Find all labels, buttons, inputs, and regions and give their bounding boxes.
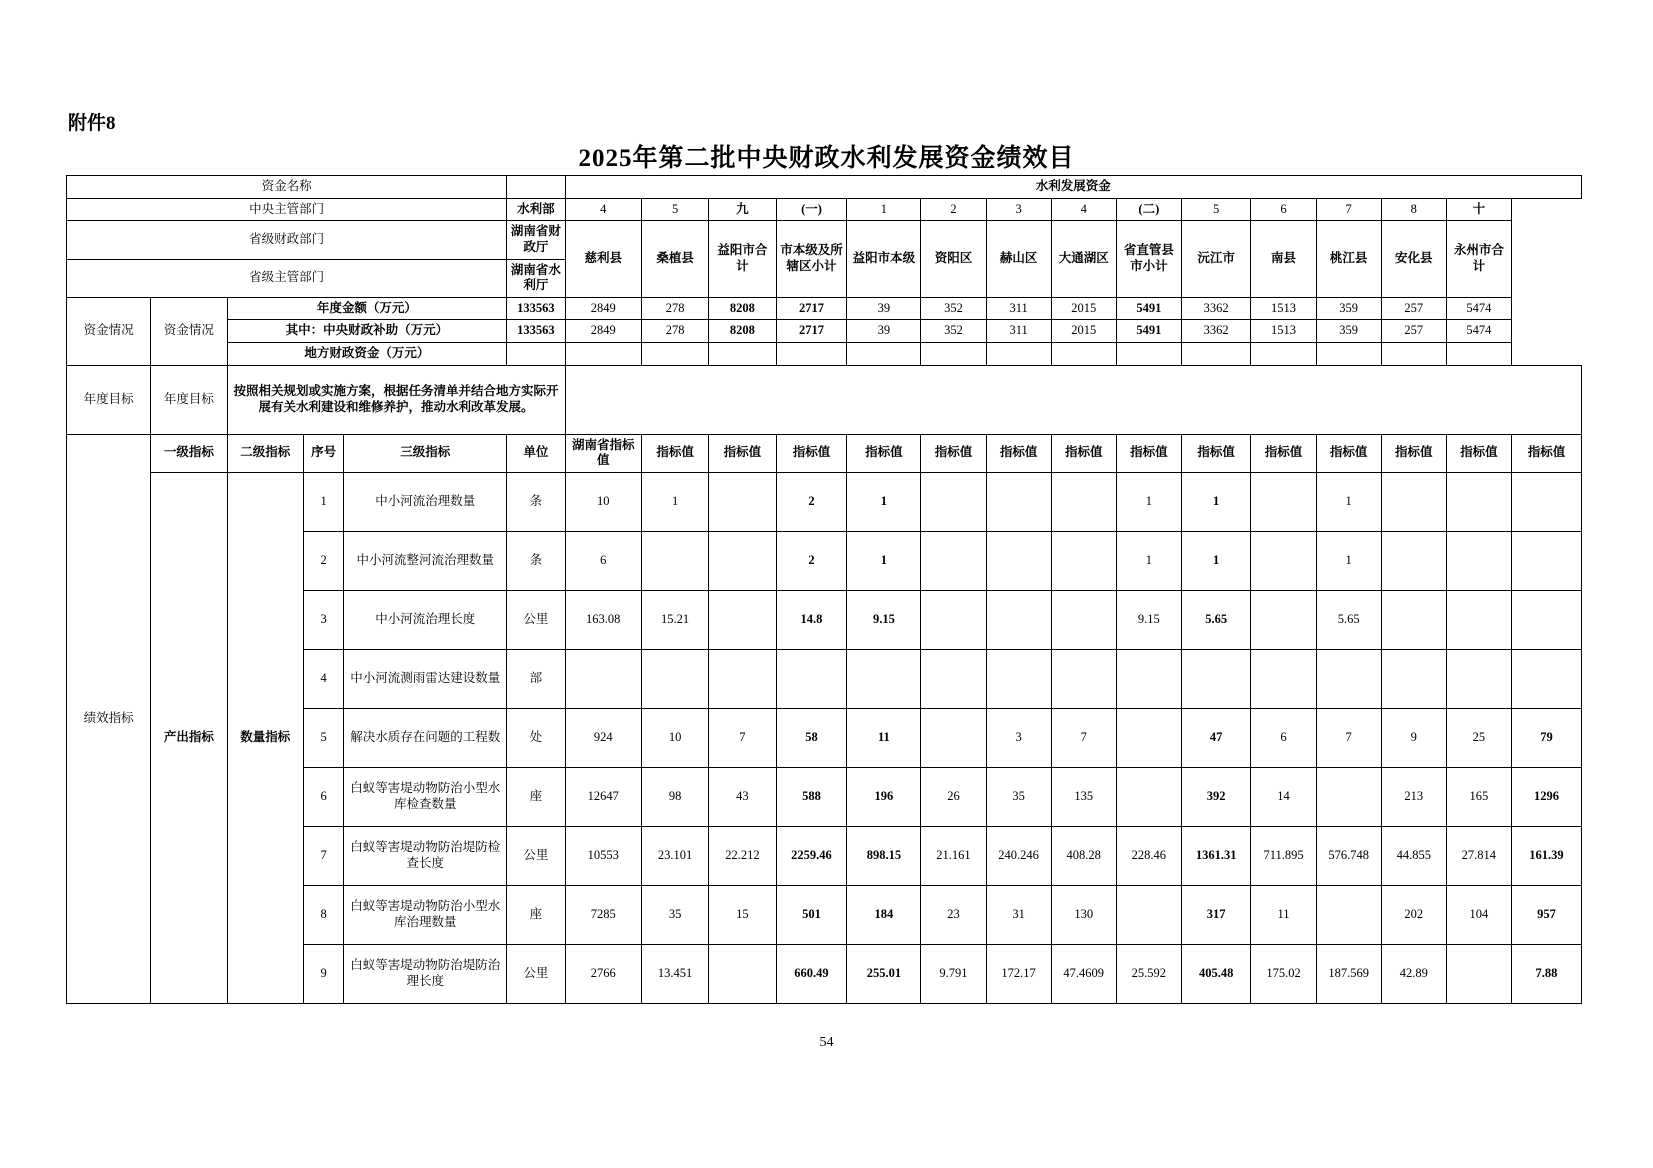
fund-cell [776,343,847,366]
indicator-cell: 175.02 [1251,944,1316,1003]
indicator-cell: 202 [1381,885,1446,944]
fund-cell: 39 [847,320,921,343]
indicator-name: 解决水质存在问题的工程数 [344,708,507,767]
fund-cell [921,343,986,366]
target-value-header: 指标值 [986,434,1051,472]
fund-cell: 3362 [1181,297,1251,320]
level2-header: 二级指标 [227,434,303,472]
col-number: (二) [1116,198,1181,221]
col-number: 九 [709,198,776,221]
indicator-cell [1446,531,1511,590]
col-number: 4 [565,198,641,221]
indicator-cell: 130 [1051,885,1116,944]
target-value-header: 指标值 [1181,434,1251,472]
indicator-cell: 11 [847,708,921,767]
province-competent-label: 省级主管部门 [67,259,507,297]
indicator-province: 10553 [565,826,641,885]
indicator-cell: 165 [1446,767,1511,826]
region-header: 慈利县 [565,221,641,298]
fund-cell: 8208 [709,297,776,320]
indicator-cell [776,649,847,708]
indicator-cell: 98 [641,767,708,826]
indicator-cell: 6 [1251,708,1316,767]
indicator-province: 163.08 [565,590,641,649]
indicator-name: 中小河流治理长度 [344,590,507,649]
indicator-cell: 392 [1181,767,1251,826]
indicator-cell [1051,472,1116,531]
section-label-annual-goal: 年度目标 [67,365,151,434]
seq-header: 序号 [303,434,343,472]
fund-cell: 257 [1381,297,1446,320]
indicator-cell [921,649,986,708]
indicator-cell: 408.28 [1051,826,1116,885]
indicator-cell: 11 [1251,885,1316,944]
indicator-cell: 161.39 [1511,826,1581,885]
indicator-cell [1116,649,1181,708]
indicator-name: 白蚁等害堤动物防治小型水库治理数量 [344,885,507,944]
fund-cell [1116,343,1181,366]
region-header: 资阳区 [921,221,986,298]
unit-header: 单位 [507,434,565,472]
indicator-unit: 公里 [507,944,565,1003]
target-value-header: 指标值 [1116,434,1181,472]
fund-cell [1316,343,1381,366]
indicator-cell: 1 [1116,472,1181,531]
indicator-name: 白蚁等害堤动物防治堤防检查长度 [344,826,507,885]
indicator-cell [1381,590,1446,649]
col-number: 8 [1381,198,1446,221]
indicator-cell [1316,649,1381,708]
fund-cell: 8208 [709,320,776,343]
table-row-local-fund [67,343,1582,366]
fund-cell: 2717 [776,320,847,343]
region-header: 沅江市 [1181,221,1251,298]
fund-cell: 3362 [1181,320,1251,343]
indicator-cell [1116,708,1181,767]
indicator-cell: 25.592 [1116,944,1181,1003]
indicator-name: 中小河流治理数量 [344,472,507,531]
region-header: 大通湖区 [1051,221,1116,298]
indicator-cell: 898.15 [847,826,921,885]
province-finance-value: 湖南省财政厅 [507,221,565,259]
indicator-cell: 172.17 [986,944,1051,1003]
indicator-cell [1511,472,1581,531]
indicator-cell: 58 [776,708,847,767]
indicator-unit: 座 [507,885,565,944]
region-header: 省直管县市小计 [1116,221,1181,298]
indicator-cell [1381,531,1446,590]
indicator-cell [1251,649,1316,708]
region-header: 市本级及所辖区小计 [776,221,847,298]
indicator-unit: 处 [507,708,565,767]
indicator-cell: 25 [1446,708,1511,767]
fund-cell: 2849 [565,320,641,343]
indicator-cell: 47 [1181,708,1251,767]
indicator-cell: 22.212 [709,826,776,885]
indicator-unit: 部 [507,649,565,708]
indicator-cell: 9 [1381,708,1446,767]
indicator-cell [641,531,708,590]
indicator-cell: 1296 [1511,767,1581,826]
fund-cell: 1513 [1251,297,1316,320]
table-row-fund-name [67,176,1582,199]
indicator-cell [1381,649,1446,708]
col-number: 4 [1051,198,1116,221]
indicator-cell [1251,590,1316,649]
indicator-seq: 8 [303,885,343,944]
fund-cell: 352 [921,297,986,320]
indicator-cell: 15.21 [641,590,708,649]
level1-header: 一级指标 [151,434,227,472]
indicator-cell: 9.791 [921,944,986,1003]
indicator-cell [1511,590,1581,649]
indicator-cell: 317 [1181,885,1251,944]
indicator-seq: 7 [303,826,343,885]
table-row-province-finance [67,221,1582,259]
indicator-name: 白蚁等害堤动物防治小型水库检查数量 [344,767,507,826]
region-header: 赫山区 [986,221,1051,298]
indicator-cell: 255.01 [847,944,921,1003]
fund-cell [1446,343,1511,366]
indicator-unit: 条 [507,531,565,590]
fund-cell [1381,343,1446,366]
indicator-unit: 条 [507,472,565,531]
indicator-cell [986,531,1051,590]
indicator-cell [1446,944,1511,1003]
indicator-cell [1446,590,1511,649]
indicator-cell [1251,531,1316,590]
indicator-cell: 9.15 [1116,590,1181,649]
indicator-cell: 711.895 [1251,826,1316,885]
indicator-cell: 1 [641,472,708,531]
indicator-seq: 3 [303,590,343,649]
indicator-cell: 2 [776,531,847,590]
indicator-cell: 9.15 [847,590,921,649]
indicator-province: 2766 [565,944,641,1003]
fund-row-total [507,343,565,366]
col-number: 5 [1181,198,1251,221]
table-row-fund-amount [67,297,1582,320]
indicator-cell: 21.161 [921,826,986,885]
target-value-header: 指标值 [1381,434,1446,472]
indicator-unit: 公里 [507,826,565,885]
fund-cell [1181,343,1251,366]
target-value-header: 指标值 [709,434,776,472]
indicator-cell [1316,885,1381,944]
target-value-header: 指标值 [641,434,708,472]
indicator-cell: 1361.31 [1181,826,1251,885]
col-number: 7 [1316,198,1381,221]
target-value-header: 指标值 [1251,434,1316,472]
central-dept-label: 中央主管部门 [67,198,507,221]
indicator-cell: 14.8 [776,590,847,649]
page-title: 2025年第二批中央财政水利发展资金绩效目 [578,145,1075,172]
region-header: 桃江县 [1316,221,1381,298]
indicator-cell [709,944,776,1003]
indicator-cell [1051,590,1116,649]
fund-cell: 311 [986,297,1051,320]
table-row-performance-header [67,434,1582,472]
indicator-cell: 196 [847,767,921,826]
fund-row-total: 133563 [507,297,565,320]
fund-cell: 359 [1316,297,1381,320]
target-value-header: 指标值 [921,434,986,472]
province-target-header: 湖南省指标值 [565,434,641,472]
section-label-fund: 资金情况 [67,297,151,365]
region-header: 益阳市合计 [709,221,776,298]
fund-cell: 5474 [1446,320,1511,343]
indicator-province: 924 [565,708,641,767]
indicator-seq: 1 [303,472,343,531]
indicator-cell: 660.49 [776,944,847,1003]
level2-value: 数量指标 [227,472,303,1003]
indicator-cell: 184 [847,885,921,944]
fund-cell: 2015 [1051,297,1116,320]
indicator-cell [709,531,776,590]
fund-name-value: 水利发展资金 [565,176,1581,199]
indicator-seq: 5 [303,708,343,767]
indicator-cell [1316,767,1381,826]
fund-cell: 352 [921,320,986,343]
indicator-cell: 501 [776,885,847,944]
col-number: 十 [1446,198,1511,221]
indicator-cell: 79 [1511,708,1581,767]
indicator-cell: 23 [921,885,986,944]
target-value-header: 指标值 [1511,434,1581,472]
fund-cell [641,343,708,366]
fund-cell: 257 [1381,320,1446,343]
attachment-label: 附件8 [68,113,116,134]
indicator-name: 中小河流测雨雷达建设数量 [344,649,507,708]
indicator-seq: 2 [303,531,343,590]
indicator-cell: 7 [709,708,776,767]
target-value-header: 指标值 [1051,434,1116,472]
fund-cell: 359 [1316,320,1381,343]
fund-cell: 5474 [1446,297,1511,320]
indicator-cell [709,590,776,649]
fund-cell: 5491 [1116,320,1181,343]
col-number: 1 [847,198,921,221]
region-header: 南县 [1251,221,1316,298]
annual-goal-text: 按照相关规划或实施方案，根据任务清单并结合地方实际开展有关水利建设和维修养护，推动水利改革发展。 [227,365,565,434]
fund-cell: 5491 [1116,297,1181,320]
indicator-cell: 7 [1316,708,1381,767]
indicator-cell: 240.246 [986,826,1051,885]
indicator-cell: 26 [921,767,986,826]
indicator-cell: 15 [709,885,776,944]
indicator-cell [921,708,986,767]
indicator-province: 6 [565,531,641,590]
indicator-cell: 1 [847,472,921,531]
col-number: 3 [986,198,1051,221]
indicator-cell: 576.748 [1316,826,1381,885]
fund-cell: 2717 [776,297,847,320]
indicator-cell [709,649,776,708]
fund-cell: 39 [847,297,921,320]
indicator-cell: 135 [1051,767,1116,826]
indicator-cell [847,649,921,708]
fund-cell [565,343,641,366]
table-row-central-subsidy [67,320,1582,343]
col-number: 5 [641,198,708,221]
section-sublabel-annual-goal: 年度目标 [151,365,227,434]
indicator-cell [1251,472,1316,531]
indicator-cell [1511,649,1581,708]
indicator-cell [1116,885,1181,944]
indicator-seq: 6 [303,767,343,826]
indicator-cell [1446,649,1511,708]
indicator-cell [1051,531,1116,590]
performance-table [66,175,1582,1004]
target-value-header: 指标值 [1316,434,1381,472]
indicator-cell [1116,767,1181,826]
indicator-cell: 1 [1316,472,1381,531]
indicator-cell: 2259.46 [776,826,847,885]
indicator-cell: 47.4609 [1051,944,1116,1003]
region-header: 益阳市本级 [847,221,921,298]
table-row-central-dept [67,198,1582,221]
indicator-cell [921,590,986,649]
indicator-cell [1181,649,1251,708]
fund-cell: 1513 [1251,320,1316,343]
indicator-cell: 44.855 [1381,826,1446,885]
target-value-header: 指标值 [1446,434,1511,472]
indicator-cell [986,472,1051,531]
indicator-cell [641,649,708,708]
indicator-cell: 27.814 [1446,826,1511,885]
section-sublabel-fund: 资金情况 [151,297,227,365]
fund-cell [847,343,921,366]
indicator-cell: 13.451 [641,944,708,1003]
fund-cell: 311 [986,320,1051,343]
indicator-cell: 1 [847,531,921,590]
fund-row-name: 其中：中央财政补助（万元） [227,320,507,343]
indicator-cell [921,531,986,590]
performance-table-wrapper [66,175,1582,1004]
indicator-cell: 7 [1051,708,1116,767]
indicator-cell [1511,531,1581,590]
central-dept-value: 水利部 [507,198,565,221]
target-value-header: 指标值 [847,434,921,472]
indicator-cell [1446,472,1511,531]
indicator-province: 7285 [565,885,641,944]
indicator-cell: 228.46 [1116,826,1181,885]
indicator-cell: 405.48 [1181,944,1251,1003]
indicator-seq: 9 [303,944,343,1003]
indicator-cell: 187.569 [1316,944,1381,1003]
indicator-cell: 2 [776,472,847,531]
indicator-cell: 5.65 [1316,590,1381,649]
province-finance-label: 省级财政部门 [67,221,507,259]
region-header: 桑植县 [641,221,708,298]
indicator-cell: 31 [986,885,1051,944]
fund-cell: 278 [641,297,708,320]
section-label-performance: 绩效指标 [67,434,151,1003]
fund-cell: 2849 [565,297,641,320]
col-number: 2 [921,198,986,221]
col-number: 6 [1251,198,1316,221]
indicator-name: 白蚁等害堤动物防治堤防治理长度 [344,944,507,1003]
fund-cell [1051,343,1116,366]
indicator-cell [986,649,1051,708]
fund-row-name: 地方财政资金（万元） [227,343,507,366]
fund-cell [1251,343,1316,366]
indicator-cell: 3 [986,708,1051,767]
indicator-province [565,649,641,708]
fund-name-spacer [507,176,565,199]
level1-value: 产出指标 [151,472,227,1003]
indicator-cell: 1 [1116,531,1181,590]
indicator-cell: 104 [1446,885,1511,944]
page-number: 54 [819,1035,834,1050]
indicator-cell: 1 [1316,531,1381,590]
indicator-cell: 23.101 [641,826,708,885]
fund-row-name: 年度金额（万元） [227,297,507,320]
indicator-cell [986,590,1051,649]
fund-cell: 278 [641,320,708,343]
indicator-province: 12647 [565,767,641,826]
indicator-cell: 5.65 [1181,590,1251,649]
indicator-cell: 1 [1181,531,1251,590]
indicator-cell [709,472,776,531]
indicator-cell: 43 [709,767,776,826]
fund-cell: 2015 [1051,320,1116,343]
province-competent-value: 湖南省水利厅 [507,259,565,297]
indicator-cell: 10 [641,708,708,767]
table-row-annual-goal [67,365,1582,434]
indicator-cell: 213 [1381,767,1446,826]
indicator-cell: 957 [1511,885,1581,944]
indicator-cell [921,472,986,531]
indicator-unit: 座 [507,767,565,826]
table-row-indicator [67,472,1582,531]
fund-name-label: 资金名称 [67,176,507,199]
col-number: (一) [776,198,847,221]
indicator-cell: 588 [776,767,847,826]
fund-row-total: 133563 [507,320,565,343]
indicator-seq: 4 [303,649,343,708]
indicator-cell [1051,649,1116,708]
target-value-header: 指标值 [776,434,847,472]
indicator-name: 中小河流整河流治理数量 [344,531,507,590]
indicator-cell [1381,472,1446,531]
level3-header: 三级指标 [344,434,507,472]
indicator-cell: 35 [641,885,708,944]
indicator-cell: 42.89 [1381,944,1446,1003]
fund-cell [709,343,776,366]
fund-cell [986,343,1051,366]
indicator-province: 10 [565,472,641,531]
annual-goal-blank [565,365,1581,434]
indicator-unit: 公里 [507,590,565,649]
indicator-cell: 7.88 [1511,944,1581,1003]
region-header: 永州市合计 [1446,221,1511,298]
indicator-cell: 35 [986,767,1051,826]
region-header: 安化县 [1381,221,1446,298]
indicator-cell: 1 [1181,472,1251,531]
indicator-cell: 14 [1251,767,1316,826]
